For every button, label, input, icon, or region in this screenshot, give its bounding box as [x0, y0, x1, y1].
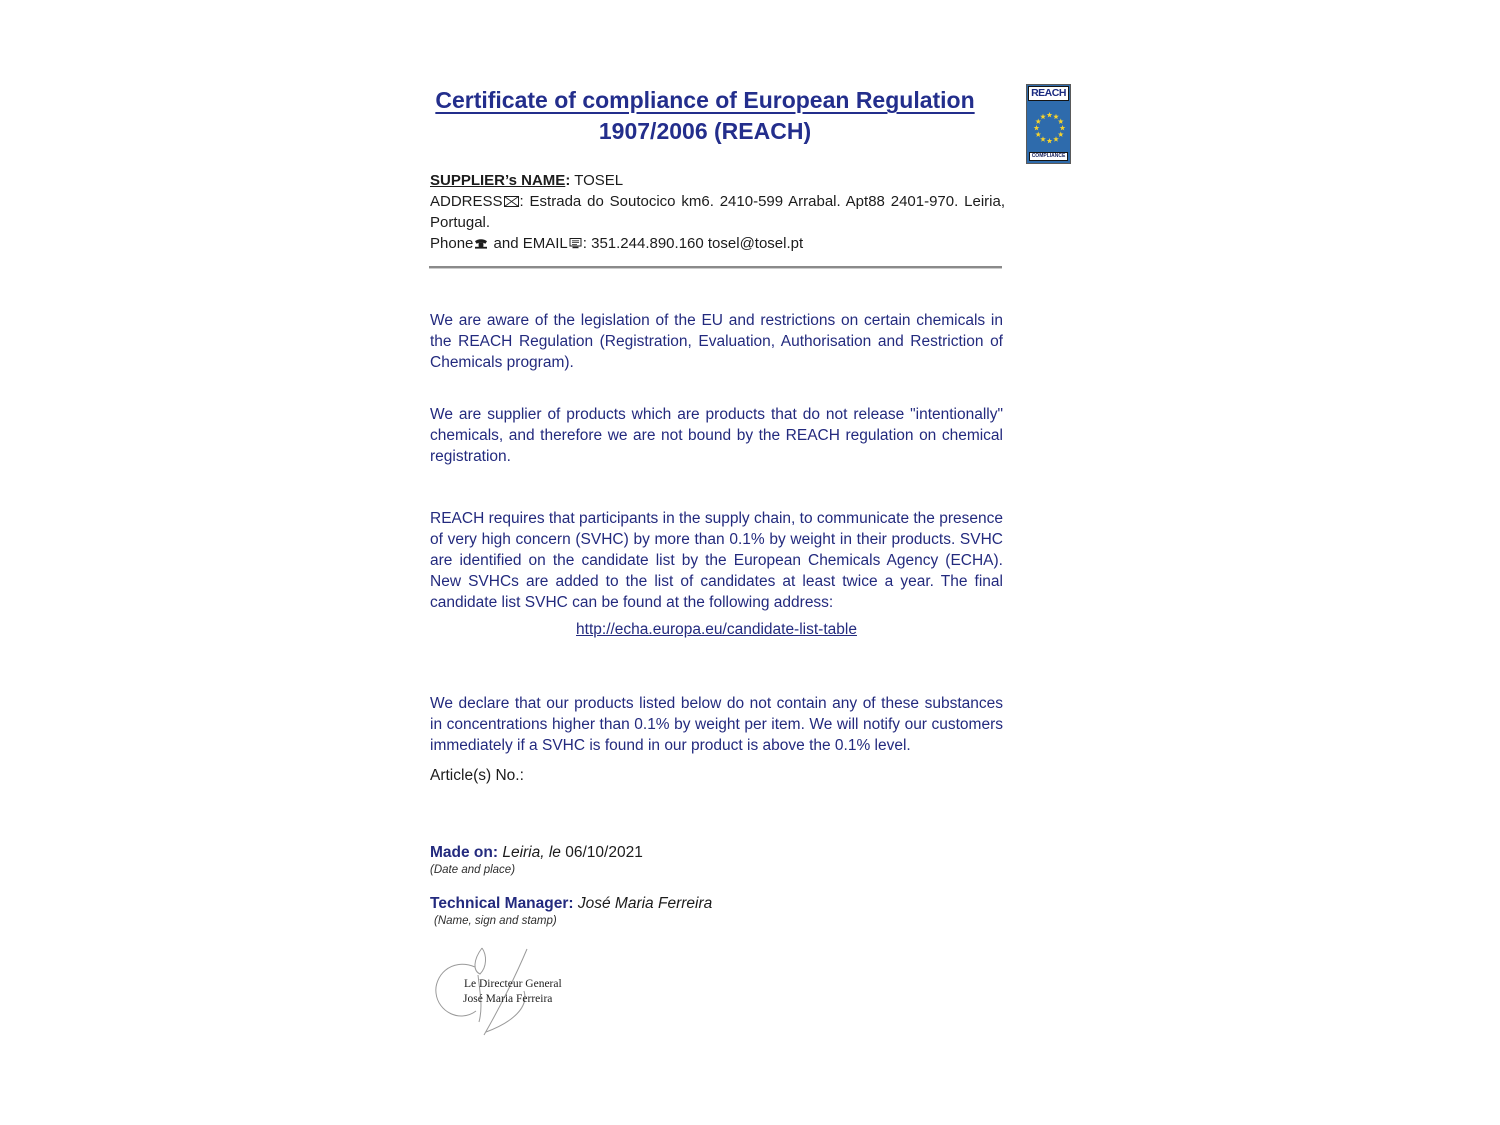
made-on-label: Made on: [430, 844, 499, 861]
supplier-address-line [430, 192, 1005, 234]
computer-icon [569, 235, 582, 256]
title-line-1: Certificate of compliance of European Regulation [435, 87, 975, 113]
supplier-name-sep: : [565, 172, 571, 189]
supplier-name-label: SUPPLIER’s NAME [430, 172, 566, 189]
address-label: ADDRESS [430, 192, 503, 210]
signature [430, 945, 570, 1063]
supplier-contact-line [430, 234, 1005, 256]
supplier-name-line [430, 171, 1005, 192]
signature-text-title: Le Directeur General [464, 978, 562, 990]
contact-sep: : [582, 234, 587, 252]
email-label: and EMAIL [489, 234, 568, 252]
title-line-2: 1907/2006 (REACH) [598, 118, 812, 144]
signature-loop [436, 964, 476, 1016]
contact-value: 351.244.890.160 tosel@tosel.pt [586, 234, 804, 252]
articles-number-label: Article(s) No.: [430, 767, 524, 784]
address-value: Estrada do Soutocico km6. 2410-599 Arrabal. Apt88 2401-970. Leiria, Portugal. [430, 192, 1005, 231]
name-sign-stamp-caption: (Name, sign and stamp) [434, 915, 557, 927]
signature-diagonal [484, 949, 527, 1035]
technical-manager-line [430, 895, 712, 913]
envelope-icon [504, 193, 519, 214]
date-place-caption: (Date and place) [430, 864, 516, 876]
made-on-line [430, 844, 643, 862]
paragraph-aware: We are aware of the legislation of the EU and restrictions on certain chemicals in the REACH Regulation (Registration, Evaluation, Authorisation and Restriction of Chemicals program). [430, 311, 1003, 371]
supplier-block [430, 171, 1005, 255]
phone-icon [474, 235, 488, 256]
made-on-date: 06/10/2021 [560, 844, 643, 861]
paragraph-declaration: We declare that our products listed below do not contain any of these substances in concentrations higher than 0.1% by weight per item. We will notify our customers immediately if a SVHC is found in our product is above the 0.1% level. [430, 694, 1003, 754]
reach-logo-title: REACH [1028, 86, 1069, 101]
signature-text-name: José Maria Ferreira [463, 993, 553, 1005]
reach-logo-subtitle: COMPLIANCE [1029, 152, 1068, 161]
candidate-list-link[interactable]: http://echa.europa.eu/candidate-list-table [576, 621, 857, 638]
technical-manager-name: José Maria Ferreira [573, 895, 713, 912]
signature-leaf [475, 948, 486, 974]
paragraph-supplier: We are supplier of products which are products that do not release "intentionally" chemicals, and therefore we are not bound by the REACH regulation on chemical registration. [430, 405, 1003, 465]
phone-label: Phone [430, 234, 474, 252]
reach-compliance-logo [1026, 84, 1071, 164]
technical-manager-label: Technical Manager: [430, 895, 574, 912]
page-title [430, 85, 980, 147]
paragraph-reach-requires: REACH requires that participants in the supply chain, to communicate the presence of very high concern (SVHC) by more than 0.1% by weight in their products. SVHC are identified on the candidate list by the European Chemicals Agency (ECHA). New SVHCs are added to the list of candidates at least twice a year. The final candidate list SVHC can be found at the following address: [430, 509, 1003, 611]
divider-rule [429, 266, 1002, 269]
supplier-name-value: TOSEL [570, 172, 624, 189]
address-sep: : [519, 192, 524, 210]
candidate-list-link-row [430, 621, 1003, 639]
made-on-place: Leiria, le [498, 844, 561, 861]
